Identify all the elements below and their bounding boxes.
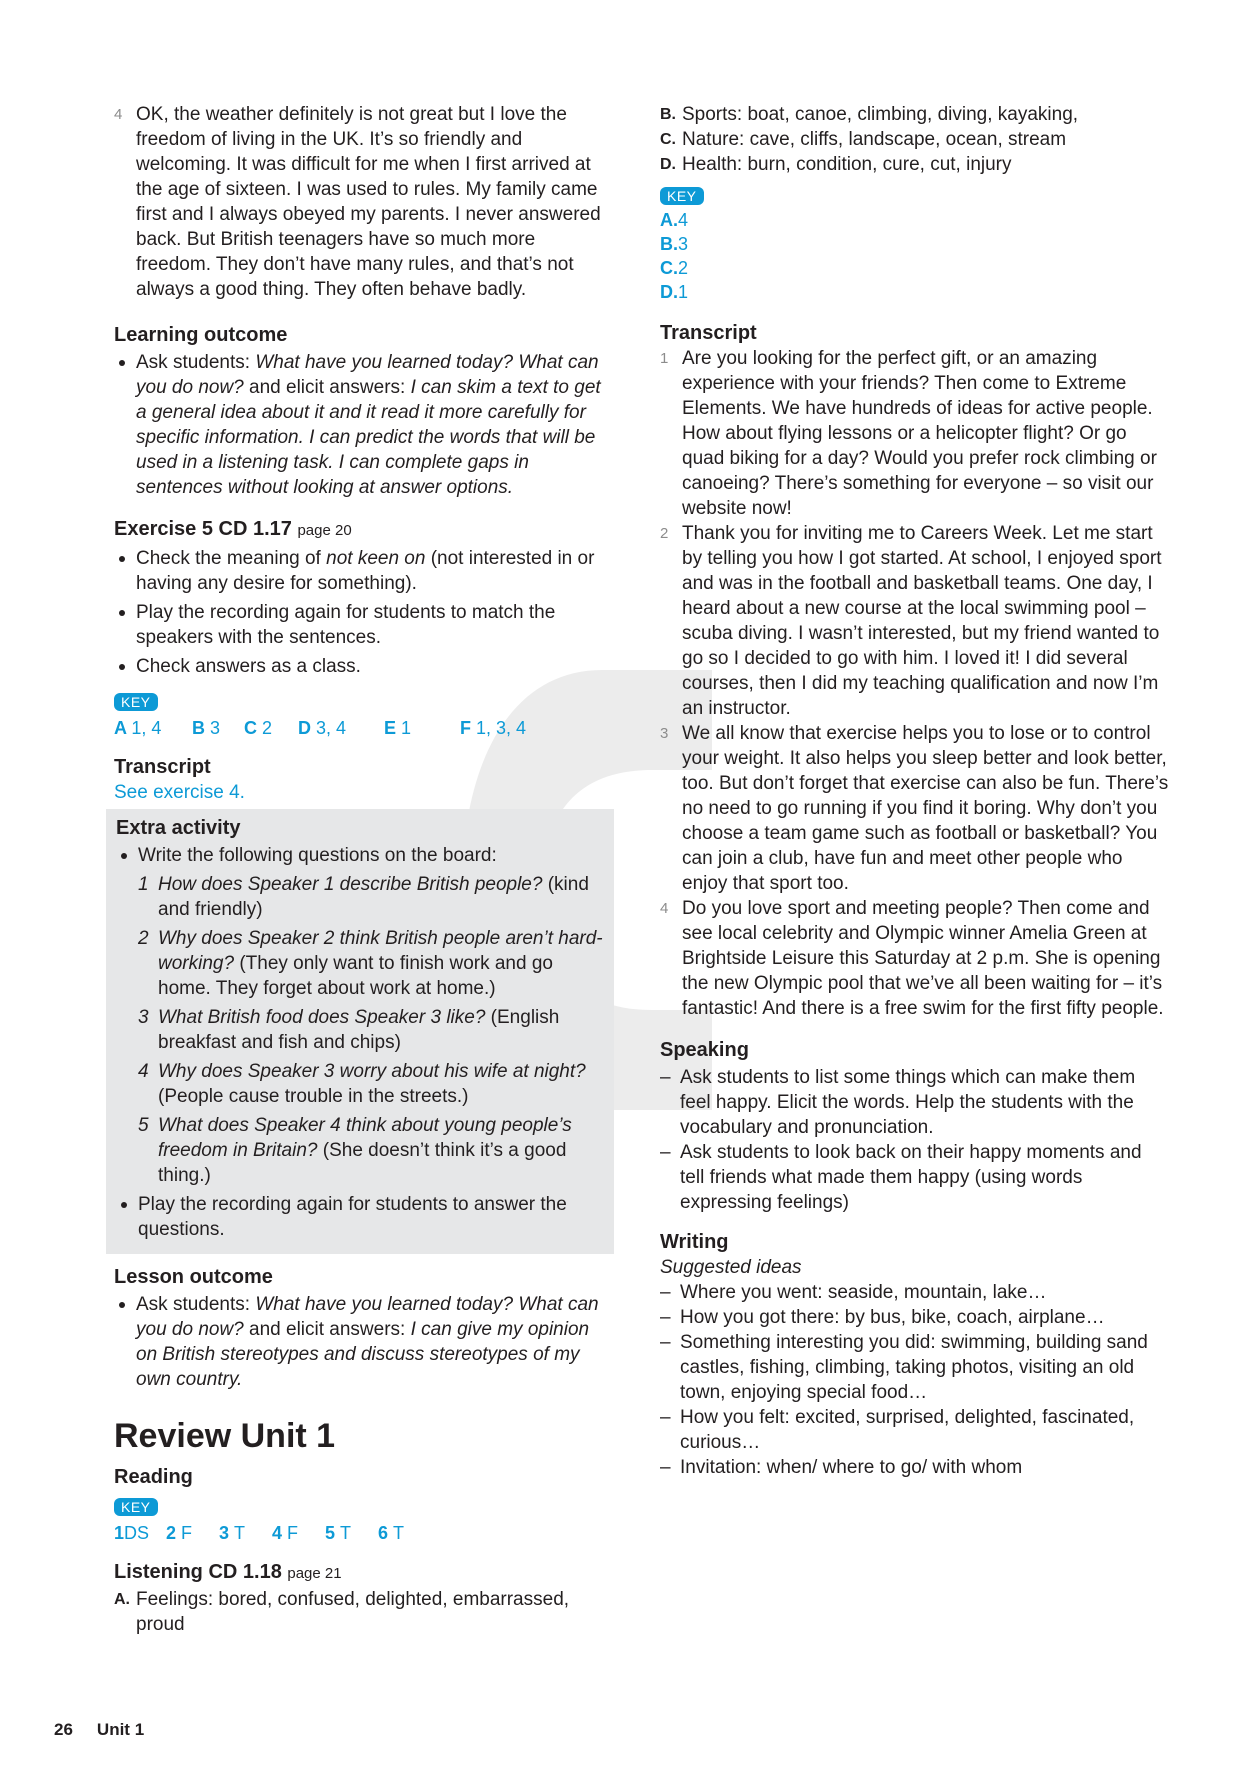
right-column	[660, 102, 1170, 1480]
key-item: C 2	[244, 718, 273, 738]
key-item: D.1	[660, 282, 689, 302]
key-item: 1DS	[114, 1523, 150, 1543]
list-item: Ask students: What have you learned today? What can you do now? and elicit answers: I can give my opinion on British stereotypes and discuss stereotypes of my own country.	[114, 1292, 612, 1392]
category-list	[660, 102, 1170, 177]
review-unit-title: Review Unit 1	[114, 1417, 336, 1455]
learning-outcome-list	[114, 350, 612, 500]
key-badge: KEY	[114, 1498, 158, 1516]
key-badge: KEY	[114, 693, 158, 711]
key-item: F 1, 3, 4	[460, 718, 527, 738]
listening-item-a: A. Feelings: bored, confused, delighted, embarrassed, proud	[114, 1589, 570, 1635]
list-item: Ask students: What have you learned today? What can you do now? and elicit answers: I can skim a text to get a general idea about it and it read it more carefully for specific information. I can predict the words that will be used in a listening task. I can complete gaps in sentences without looking at answer options.	[114, 350, 612, 500]
list-item: Check answers as a class.	[114, 654, 612, 679]
key-item: B.3	[660, 234, 689, 254]
list-item: – Where you went: seaside, mountain, lake…	[660, 1280, 1170, 1305]
listening-answer-key	[660, 208, 1170, 304]
left-column	[114, 102, 612, 1637]
transcript-heading: Transcript	[660, 322, 757, 344]
lesson-outcome-heading: Lesson outcome	[114, 1266, 273, 1288]
key-item: 3 T	[219, 1523, 246, 1543]
reading-answer-key	[114, 1521, 612, 1545]
list-item: – Ask students to list some things which can make them feel happy. Elicit the words. Help the students with the vocabulary and pronunciation.	[660, 1065, 1170, 1140]
extra-activity-list	[116, 843, 604, 868]
key-item: D 3, 4	[298, 718, 347, 738]
list-item: Check the meaning of not keen on (not interested in or having any desire for something).	[114, 546, 612, 596]
list-item: Play the recording again for students to match the speakers with the sentences.	[114, 600, 612, 650]
key-item: 2 F	[166, 1523, 193, 1543]
learning-outcome-heading: Learning outcome	[114, 324, 288, 346]
question-item: 5 What does Speaker 4 think about young people’s freedom in Britain? (She doesn’t think it’s a good thing.)	[138, 1115, 572, 1186]
exercise-5-answer-key	[114, 716, 612, 740]
question-list	[138, 872, 604, 1188]
key-item: A 1, 4	[114, 718, 162, 738]
speaker-text: OK, the weather definitely is not great but I love the freedom of living in the UK. It’s so friendly and welcoming. It was difficult for me when I first arrived at the age of sixteen. I was used to rules. My family came first and I always obeyed my parents. I never answered back. But British teenagers have so much more freedom. They don’t have many rules, and that’s not always a good thing. They often behave badly.	[136, 104, 601, 300]
exercise-5-heading: Exercise 5 CD 1.17 page 20	[114, 518, 352, 540]
list-item: – How you felt: excited, surprised, delighted, fascinated, curious…	[660, 1405, 1170, 1455]
list-item: – How you got there: by bus, bike, coach, airplane…	[660, 1305, 1170, 1330]
category-item: B. Sports: boat, canoe, climbing, diving, kayaking,	[660, 104, 1079, 125]
question-item: 4 Why does Speaker 3 worry about his wife at night? (People cause trouble in the streets.)	[138, 1061, 586, 1107]
key-item: A.4	[660, 210, 689, 230]
key-item: E 1	[384, 718, 412, 738]
writing-heading: Writing	[660, 1231, 729, 1253]
key-item: B 3	[192, 718, 221, 738]
transcript-item: 3 We all know that exercise helps you to lose or to control your weight. It also helps you sleep better and look better, too. But don’t forget that exercise can also be fun. There’s no need to go running if you find it boring. Why don’t you choose a team game such as football or basketball? You can join a club, have fun and meet other people who enjoy that sport too.	[660, 723, 1169, 894]
listening-heading: Listening CD 1.18 page 21	[114, 1561, 342, 1583]
transcript-list	[660, 346, 1170, 1021]
category-item: D. Health: burn, condition, cure, cut, injury	[660, 154, 1012, 175]
key-item: C.2	[660, 258, 689, 278]
transcript-item: 2 Thank you for inviting me to Careers Week. Let me start by telling you how I got started. At school, I enjoyed sport and was in the football and basketball teams. One day, I heard about a new course at the local swimming pool – scuba diving. I wasn’t interested, but my friend wanted to go so I decided to go with him. I loved it! I did several courses, then I did my teaching qualification and now I’m an instructor.	[660, 523, 1162, 719]
key-item: 5 T	[325, 1523, 352, 1543]
page-footer	[54, 1717, 168, 1742]
key-item: 6 T	[378, 1523, 405, 1543]
extra-activity-box	[106, 809, 614, 1254]
list-item: – Invitation: when/ where to go/ with whom	[660, 1455, 1170, 1480]
question-item: 2 Why does Speaker 2 think British people aren’t hard-working? (They only want to finish work and go home. They forget about work at home.)	[138, 928, 603, 999]
key-item: 4 F	[272, 1523, 299, 1543]
key-badge: KEY	[660, 187, 704, 205]
list-item: Write the following questions on the board:	[116, 843, 604, 868]
unit-label: Unit 1	[96, 1720, 145, 1739]
reading-heading: Reading	[114, 1466, 193, 1488]
writing-subheading: Suggested ideas	[660, 1257, 802, 1278]
speaker-4-paragraph	[114, 102, 612, 302]
speaking-heading: Speaking	[660, 1039, 749, 1061]
transcript-reference: See exercise 4.	[114, 782, 245, 803]
speaker-number: 4	[114, 106, 123, 123]
lesson-outcome-list	[114, 1292, 612, 1392]
extra-activity-outro-list	[116, 1192, 604, 1242]
list-item: – Ask students to look back on their happy moments and tell friends what made them happy (using words expressing feelings)	[660, 1140, 1170, 1215]
transcript-item: 1 Are you looking for the perfect gift, or an amazing experience with your friends? Then come to Extreme Elements. We have hundreds of ideas for active people. How about flying lessons or a helicopter flight? Or go quad biking for a day? Would you prefer rock climbing or canoeing? There’s something for everyone – so visit our website now!	[660, 348, 1157, 519]
page-number: 26	[54, 1720, 73, 1739]
speaking-list	[660, 1065, 1170, 1215]
list-item: Play the recording again for students to answer the questions.	[116, 1192, 604, 1242]
question-item: 3 What British food does Speaker 3 like? (English breakfast and fish and chips)	[138, 1007, 560, 1053]
list-item: – Something interesting you did: swimming, building sand castles, fishing, climbing, taking photos, visiting an old town, enjoying special food…	[660, 1330, 1170, 1405]
transcript-heading: Transcript	[114, 756, 211, 778]
category-item: C. Nature: cave, cliffs, landscape, ocean, stream	[660, 129, 1067, 150]
writing-list	[660, 1280, 1170, 1480]
extra-activity-heading: Extra activity	[116, 817, 241, 839]
exercise-5-list	[114, 546, 612, 679]
transcript-item: 4 Do you love sport and meeting people? Then come and see local celebrity and Olympic winner Amelia Green at Brightside Leisure this Saturday at 2 p.m. She is opening the new Olympic pool that we’ve all been waiting for – it’s fantastic! And there is a free swim for the first fifty people.	[660, 898, 1164, 1019]
question-item: 1 How does Speaker 1 describe British people? (kind and friendly)	[138, 874, 589, 920]
